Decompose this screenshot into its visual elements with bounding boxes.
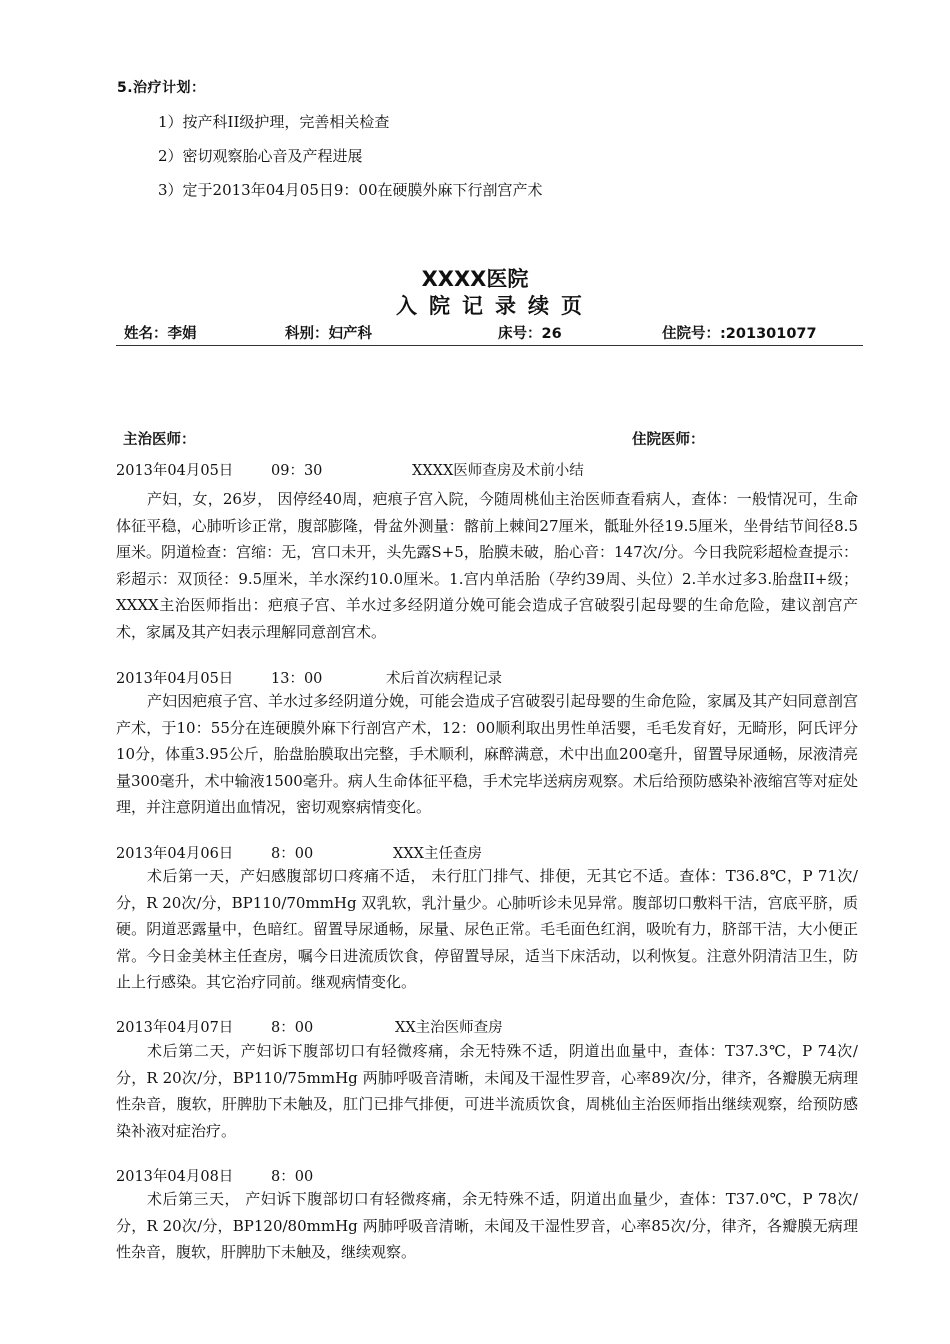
- entry-date: 2013年04月07日: [116, 1020, 234, 1036]
- entry-time: 8：00: [271, 1169, 314, 1185]
- entry-time: 09：30: [271, 463, 323, 479]
- entry-body-1: 产妇，女，26岁， 因停经40周，疤痕子宫入院，今随周桃仙主治医师查看病人，查体：一般情况可，生命体征平稳，心肺听诊正常，腹部膨隆，骨盆外测量：髂前上棘间27厘米，骶耻外径19.5厘米，坐骨结节间径8.5厘米。阴道检查：宫缩：无，宫口未开，头先露S+5，胎膜未破，胎心音：147次/分。今日我院彩超检查提示：彩超示：双顶径：9.5厘米，羊水深约10.0厘米。1.宫内单活胎（孕约39周、头位）2.羊水过多3.胎盘II+级；XXXX主治医师指出：疤痕子宫、羊水过多经阴道分娩可能会造成子宫破裂引起母婴的生命危险，建议剖宫产术，家属及其产妇表示理解同意剖宫术。: [116, 490, 858, 641]
- hospital-name: XXXX医院: [421, 267, 529, 291]
- bed-number: 床号：26: [498, 326, 562, 342]
- entry-body-4: 术后第二天，产妇诉下腹部切口有轻微疼痛，余无特殊不适，阴道出血量中，查体：T37.3℃，P 74次/分，R 20次/分，BP110/75mmHg 两肺呼吸音清晰，未闻及干湿性罗音，心率89次/分，律齐，各瓣膜无病理性杂音，腹软，肝脾肋下未触及，肛门已排气排便，可进半流质饮食，周桃仙主治医师指出继续观察，给预防感染补液对症治疗。: [116, 1042, 858, 1140]
- entry-title: 术后首次病程记录: [386, 671, 502, 687]
- treatment-plan-item-1: 1）按产科II级护理，完善相关检查: [158, 113, 390, 131]
- department: 科别：妇产科: [285, 326, 372, 342]
- entry-time: 8：00: [271, 846, 314, 862]
- treatment-plan-title: 5.治疗计划：: [117, 80, 206, 96]
- header-divider: [116, 345, 863, 346]
- entry-body-5: 术后第三天， 产妇诉下腹部切口有轻微疼痛，余无特殊不适，阴道出血量少，查体：T37.0℃，P 78次/分，R 20次/分，BP120/80mmHg 两肺呼吸音清晰，未闻及干湿性罗音，心率85次/分，律齐，各瓣膜无病理性杂音，腹软，肝脾肋下未触及，继续观察。: [116, 1190, 858, 1261]
- entry-title: XX主治医师查房: [395, 1020, 503, 1036]
- entry-date: 2013年04月06日: [116, 846, 234, 862]
- entry-body-2: 产妇因疤痕子宫、羊水过多经阴道分娩，可能会造成子宫破裂引起母婴的生命危险，家属及其产妇同意剖宫产术，于10：55分在连硬膜外麻下行剖宫产术，12：00顺利取出男性单活婴，毛毛发育好，无畸形，阿氏评分10分，体重3.95公斤，胎盘胎膜取出完整，手术顺利，麻醉满意，术中出血200毫升，留置导尿通畅，尿液清亮量300毫升，术中输液1500毫升。病人生命体征平稳，手术完毕送病房观察。术后给预防感染补液缩宫等对症处理，并注意阴道出血情况，密切观察病情变化。: [116, 692, 858, 816]
- patient-info-row: [0, 322, 950, 344]
- entry-body-3: 术后第一天，产妇感腹部切口疼痛不适， 未行肛门排气、排便，无其它不适。查体：T36.8℃，P 71次/分，R 20次/分，BP110/70mmHg 双乳软，乳汁量少。心肺听诊未见异常。腹部切口敷料干洁，宫底平脐，质硬。阴道恶露量中，色暗红。留置导尿通畅，尿量、尿色正常。毛毛面色红润，吸吮有力，脐部干洁，大小便正常。今日金美林主任查房，嘱今日进流质饮食，停留置导尿，适当下床活动，以利恢复。注意外阴清洁卫生，防止上行感染。其它治疗同前。继观病情变化。: [116, 867, 858, 991]
- admission-number: 住院号：:201301077: [662, 326, 817, 342]
- entry-title: XXXX医师查房及术前小结: [412, 463, 584, 479]
- attending-physician-label: 主治医师：: [123, 432, 196, 448]
- entry-time: 13：00: [271, 671, 323, 687]
- patient-name: 姓名：李娟: [124, 326, 197, 342]
- document-title: 入院记录续页: [396, 294, 594, 318]
- entry-title: XXX主任查房: [393, 846, 482, 862]
- resident-physician-label: 住院医师：: [632, 432, 705, 448]
- treatment-plan-item-2: 2）密切观察胎心音及产程进展: [158, 147, 363, 165]
- entry-date: 2013年04月05日: [116, 671, 234, 687]
- entry-time: 8：00: [271, 1020, 314, 1036]
- entry-date: 2013年04月05日: [116, 463, 234, 479]
- entry-date: 2013年04月08日: [116, 1169, 234, 1185]
- treatment-plan-item-3: 3）定于2013年04月05日9：00在硬膜外麻下行剖宫产术: [158, 181, 543, 199]
